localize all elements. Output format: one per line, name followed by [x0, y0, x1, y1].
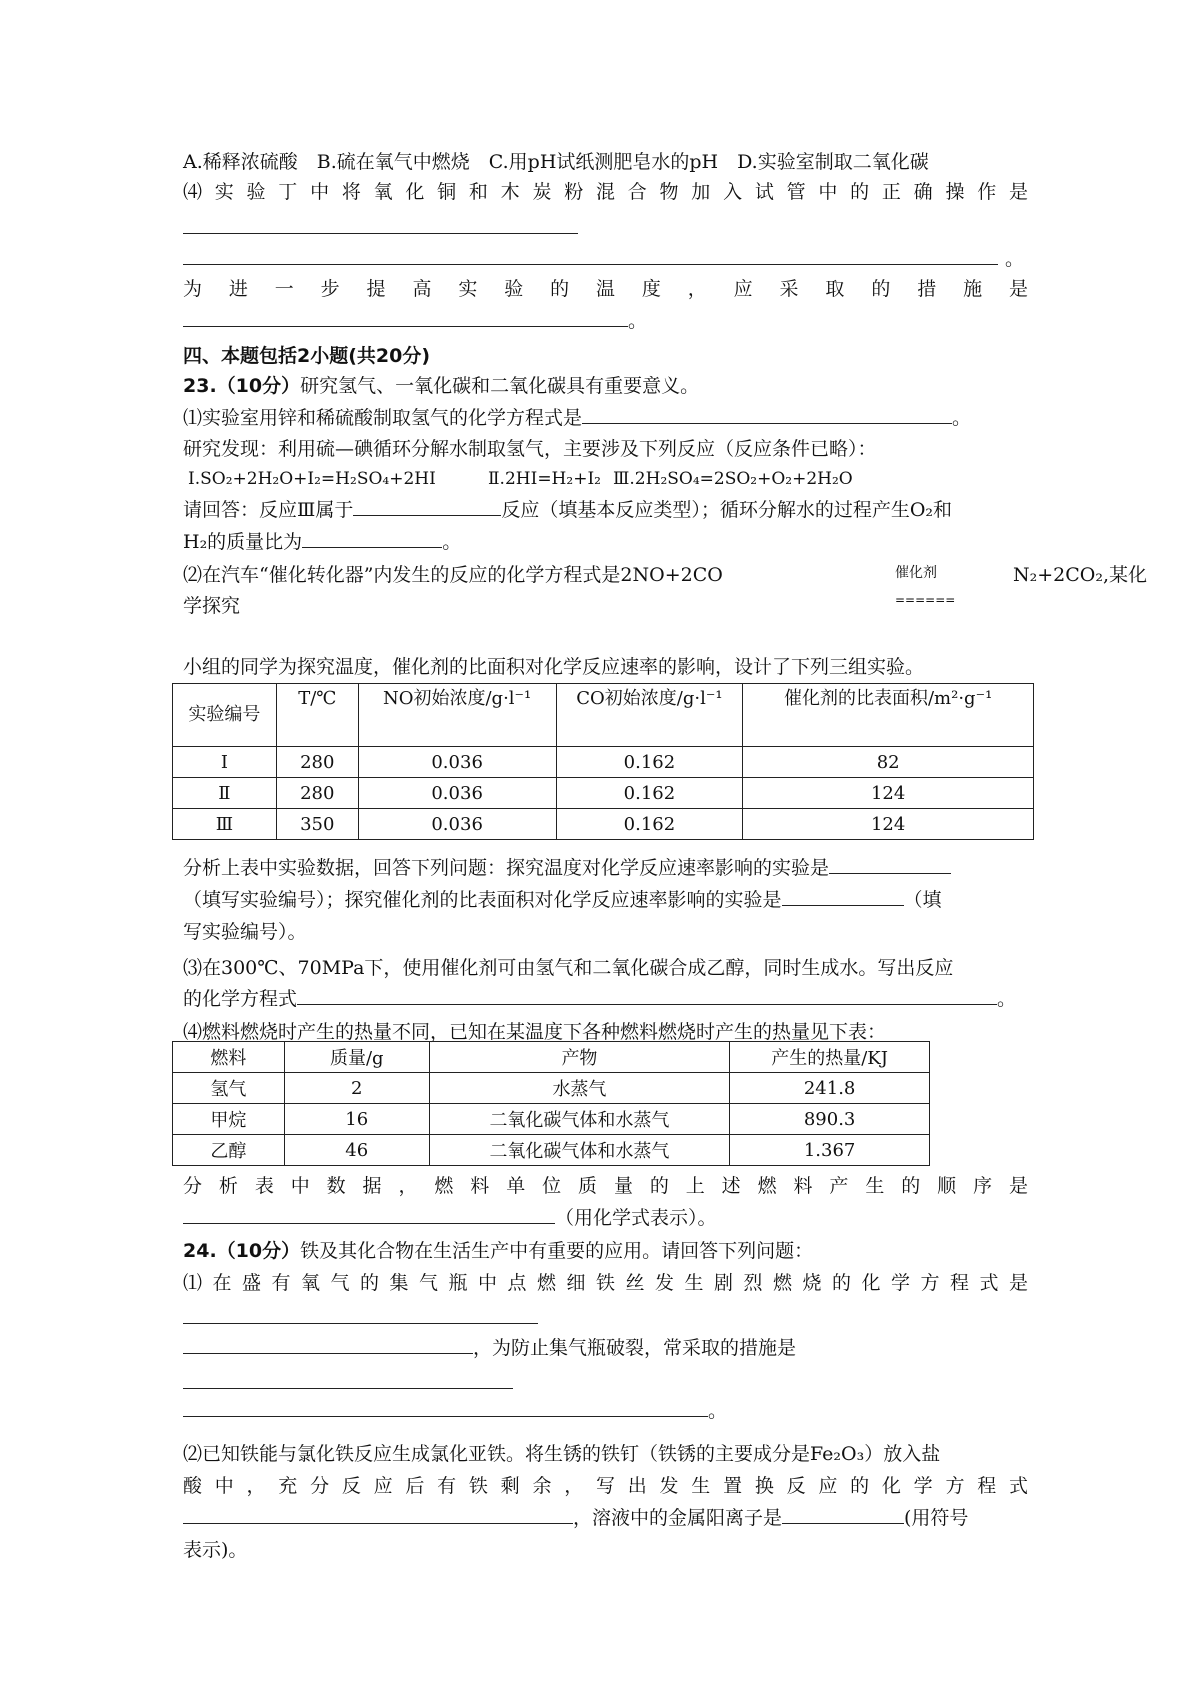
table-header: NO初始浓度/g·l⁻¹ — [358, 684, 556, 747]
q23-p4-text: ⑷燃料燃烧时产生的热量不同，已知在某温度下各种燃料燃烧时产生的热量见下表： — [183, 1021, 887, 1043]
answer-blank[interactable] — [183, 1387, 513, 1389]
table-cell: Ⅱ — [173, 778, 277, 809]
answer-blank[interactable] — [353, 495, 501, 516]
table-cell: 氢气 — [173, 1073, 285, 1104]
q22-p4-line1 — [183, 177, 1041, 207]
q24-p2-d-text: (用符号 — [904, 1507, 969, 1529]
answer-blank[interactable] — [183, 1203, 555, 1224]
q23-p4-analysis-text: 分析表中数据，燃料单位质量的上述燃料产生的顺序是 — [183, 1175, 1045, 1197]
table-cell: 46 — [284, 1135, 429, 1166]
q23-p4-analysis — [183, 1171, 1045, 1201]
q22-p4-line3 — [183, 274, 1055, 304]
table-cell: 0.036 — [358, 778, 556, 809]
table-cell: 1.367 — [730, 1135, 930, 1166]
table-cell: 0.162 — [556, 778, 743, 809]
q23-p4-blank — [183, 1203, 1028, 1233]
table-cell: 82 — [743, 747, 1034, 778]
q23-answer-c: H₂的质量比为 — [183, 531, 303, 553]
section-title — [183, 341, 1028, 371]
table-row — [173, 778, 1034, 809]
table-cell: 280 — [276, 778, 358, 809]
q22-options-text: A.稀释浓硫酸 B.硫在氧气中燃烧 C.用pH试纸测肥皂水的pH D.实验室制取二氧化碳 — [183, 151, 929, 173]
answer-blank[interactable] — [183, 1333, 473, 1354]
table-cell: 16 — [284, 1104, 429, 1135]
answer-blank[interactable] — [782, 885, 904, 906]
table-header: 产物 — [429, 1042, 730, 1073]
q22-blank-line — [183, 306, 1028, 336]
experiment-table — [172, 683, 1034, 840]
table-cell: Ⅰ — [173, 747, 277, 778]
q23-p3-a-text: ⑶在300℃、70MPa下，使用催化剂可由氢气和二氧化碳合成乙醇，同时生成水。写出反应 — [183, 957, 954, 979]
table-header: T/℃ — [276, 684, 358, 747]
q23-answer-a: 请回答：反应Ⅲ属于 — [183, 499, 354, 521]
answer-blank[interactable] — [183, 1322, 538, 1324]
table-header: CO初始浓度/g·l⁻¹ — [556, 684, 743, 747]
q23-analysis-c-text: 写实验编号）。 — [183, 921, 307, 943]
q23-p2-c-text: 学探究 — [183, 595, 241, 617]
table-row — [173, 747, 1034, 778]
answer-blank[interactable] — [183, 263, 998, 265]
q23-p1-text: ⑴实验室用锌和稀硫酸制取氢气的化学方程式是 — [183, 407, 583, 429]
table-header: 燃料 — [173, 1042, 285, 1073]
q24-p1 — [183, 1268, 1039, 1298]
table-row — [173, 1104, 930, 1135]
q23-answer-line — [183, 495, 1028, 525]
q24-heading-text: 铁及其化合物在生活生产中有重要的应用。请回答下列问题： — [300, 1240, 814, 1262]
period-text: 。 — [1005, 248, 1025, 270]
q24-p2-a — [183, 1439, 1028, 1469]
table-cell: 乙醇 — [173, 1135, 285, 1166]
q24-p1-text: ⑴在盛有氧气的集气瓶中点燃细铁丝发生剧烈燃烧的化学方程式是 — [183, 1272, 1039, 1294]
q23-p3-b-text: 的化学方程式 — [183, 988, 298, 1010]
period-text: 。 — [708, 1400, 728, 1422]
q22-p4-measure-text: 为进一步提高实验的温度，应采取的措施是 — [183, 278, 1055, 300]
answer-blank[interactable] — [782, 1503, 904, 1524]
q23-mass-ratio — [183, 527, 1028, 557]
q24-p2-e — [183, 1535, 1028, 1565]
table-header-row — [173, 684, 1034, 747]
table-cell: 124 — [743, 809, 1034, 840]
table-cell: 甲烷 — [173, 1104, 285, 1135]
table-header-row — [173, 1042, 930, 1073]
table-cell: 0.162 — [556, 747, 743, 778]
q23-p2-products: N₂+2CO₂,某化 — [1013, 564, 1148, 586]
q23-heading-text: 研究氢气、一氧化碳和二氧化碳具有重要意义。 — [300, 375, 700, 397]
table-header: 产生的热量/KJ — [730, 1042, 930, 1073]
q23-analysis-a-text: 分析上表中实验数据，回答下列问题：探究温度对化学反应速率影响的实验是 — [183, 857, 830, 879]
q23-analysis-b-text: （填写实验编号）；探究催化剂的比表面积对化学反应速率影响的实验是 — [183, 889, 782, 911]
q24-heading — [183, 1236, 1028, 1266]
catalyst-label: 催化剂 — [895, 565, 937, 581]
q24-p1-b-text: ，为防止集气瓶破裂，常采取的措施是 — [473, 1337, 797, 1359]
q24-p2-e-text: 表示)。 — [183, 1539, 248, 1561]
q23-p1 — [183, 403, 1028, 433]
period-text: 。 — [442, 531, 462, 553]
q22-options — [183, 147, 1028, 177]
answer-blank[interactable] — [297, 984, 997, 1005]
catalyst-equals: ====== — [895, 593, 956, 607]
table-cell: 241.8 — [730, 1073, 930, 1104]
q23-p2-d — [183, 652, 1028, 682]
table-header: 质量/g — [284, 1042, 429, 1073]
reaction-2: Ⅱ.2HI=H₂+I₂ — [488, 469, 601, 489]
fuel-heat-table — [172, 1041, 930, 1166]
q23-p3-b — [183, 984, 1028, 1014]
q23-discovery — [183, 434, 1028, 464]
q23-heading — [183, 371, 1028, 401]
answer-blank[interactable] — [829, 853, 951, 874]
q23-analysis-a — [183, 853, 1028, 883]
section-title-text: 四、本题包括2小题(共20分) — [183, 345, 431, 367]
q23-p4-suffix: （用化学式表示）。 — [555, 1207, 717, 1229]
table-row — [173, 1073, 930, 1104]
table-header: 实验编号 — [173, 684, 277, 747]
period-text: 。 — [952, 407, 972, 429]
q23-answer-b: 反应（填基本反应类型）；循环分解水的过程产生O₂和 — [501, 499, 953, 521]
table-cell: 350 — [276, 809, 358, 840]
reaction-3: Ⅲ.2H₂SO₄=2SO₂+O₂+2H₂O — [613, 469, 853, 489]
table-cell: 0.036 — [358, 809, 556, 840]
q23-analysis-b — [183, 885, 1028, 915]
table-cell: 0.036 — [358, 747, 556, 778]
q23-number: 23.（10分） — [183, 375, 301, 397]
period — [1005, 244, 1035, 274]
answer-blank[interactable] — [183, 232, 578, 234]
table-header: 催化剂的比表面积/m²·g⁻¹ — [743, 684, 1034, 747]
q24-p2-c — [183, 1503, 1028, 1533]
q24-number: 24.（10分） — [183, 1240, 301, 1262]
answer-blank[interactable] — [302, 527, 442, 548]
q22-p4-text: ⑷实验丁中将氧化铜和木炭粉混合物加入试管中的正确操作是 — [183, 181, 1041, 203]
table-row — [173, 1135, 930, 1166]
reaction-1: Ⅰ.SO₂+2H₂O+I₂=H₂SO₄+2HI — [188, 469, 436, 489]
q23-discovery-text: 研究发现：利用硫—碘循环分解水制取氢气，主要涉及下列反应（反应条件已略）： — [183, 438, 877, 460]
q23-p3-a — [183, 953, 1028, 983]
table-row — [173, 809, 1034, 840]
table-cell: 0.162 — [556, 809, 743, 840]
q23-analysis-c — [183, 917, 1028, 947]
q24-p2-b-text: 酸中，充分反应后有铁剩余，写出发生置换反应的化学方程式 — [183, 1475, 1041, 1497]
answer-blank[interactable] — [183, 306, 628, 327]
q23-analysis-b-suffix: （填 — [903, 889, 942, 911]
q24-p2-a-text: ⑵已知铁能与氯化铁反应生成氯化亚铁。将生锈的铁钉（铁锈的主要成分是Fe₂O₃）放入盐 — [183, 1443, 941, 1465]
period-text: 。 — [997, 988, 1017, 1010]
q23-p2-d-text: 小组的同学为探究温度，催化剂的比面积对化学反应速率的影响，设计了下列三组实验。 — [183, 656, 925, 678]
table-cell: 2 — [284, 1073, 429, 1104]
q23-p2-c — [183, 591, 1028, 621]
table-cell: Ⅲ — [173, 809, 277, 840]
answer-blank[interactable] — [183, 1503, 573, 1524]
q24-p2-c-text: ，溶液中的金属阳离子是 — [573, 1507, 783, 1529]
table-cell: 890.3 — [730, 1104, 930, 1135]
q24-p2-b — [183, 1471, 1041, 1501]
table-cell: 124 — [743, 778, 1034, 809]
table-cell: 二氧化碳气体和水蒸气 — [429, 1104, 730, 1135]
q24-p1-b — [183, 1333, 1028, 1363]
table-cell: 水蒸气 — [429, 1073, 730, 1104]
answer-blank[interactable] — [183, 1396, 708, 1417]
period-text: 。 — [628, 310, 648, 332]
q24-p1-c — [183, 1396, 1028, 1426]
q23-p2-text: ⑵在汽车“催化转化器”内发生的反应的化学方程式是2NO+2CO — [183, 564, 723, 586]
answer-blank[interactable] — [582, 403, 952, 424]
table-cell: 二氧化碳气体和水蒸气 — [429, 1135, 730, 1166]
table-cell: 280 — [276, 747, 358, 778]
